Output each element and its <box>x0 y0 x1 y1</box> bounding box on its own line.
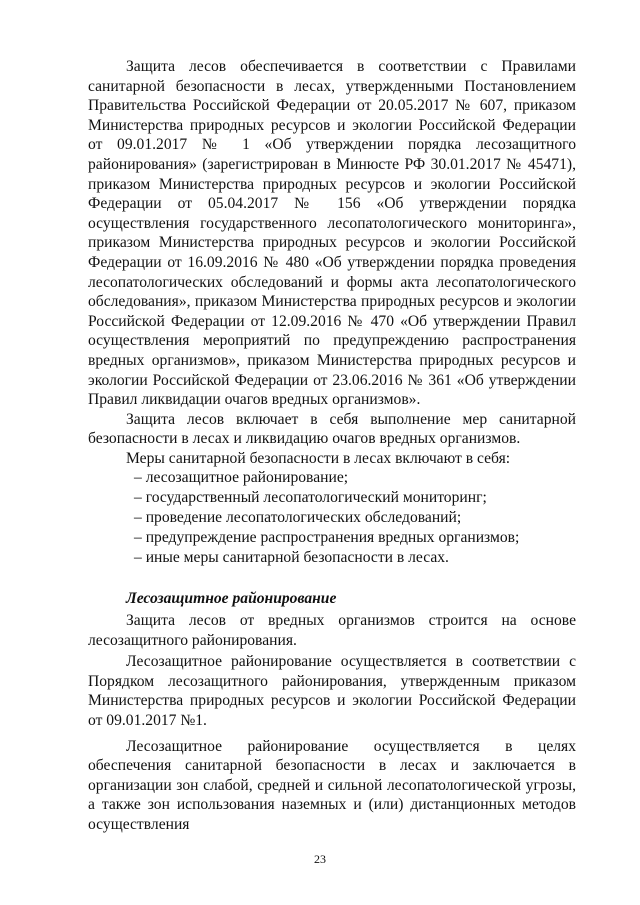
list-item: – предупреждение распространения вредных организмов; <box>134 528 520 546</box>
page-number: 23 <box>314 852 326 866</box>
paragraph-measures-intro: Меры санитарной безопасности в лесах включают в себя: <box>126 449 511 467</box>
paragraph-zoning-purpose: Лесозащитное районирование осуществляется в целях обеспечения санитарной безопасности в лесах и заключается в организации зон слабой, средней и сильной лесопатологической угрозы, а также зон использования наземных и (или) дистанционных методов осуществления <box>88 737 576 833</box>
section-heading: Лесозащитное районирование <box>126 590 337 608</box>
paragraph-zoning-basis: Защита лесов от вредных организмов строится на основе лесозащитного районирования. <box>88 612 576 649</box>
page-body <box>88 57 576 835</box>
paragraph-legal-basis: Защита лесов обеспечивается в соответствии с Правилами санитарной безопасности в лесах, утвержденными Постановлением Правительства Российской Федерации от 20.05.2017 № 607, приказом Министерства природных ресурсов и экологии Российской Федерации от 09.01.2017 № 1 «Об утверждении порядка лесозащитного районирования» (зарегистрирован в Минюсте РФ 30.01.2017 № 45471), приказом Министерства природных ресурсов и экологии Российской Федерации от 05.04.2017 № 156 «Об утверждении порядка осуществления государственного лесопатологического мониторинга», приказом Министерства природных ресурсов и экологии Российской Федерации от 16.09.2016 № 480 «Об утверждении порядка проведения лесопатологических обследований и формы акта лесопатологического обследования», приказом Министерства природных ресурсов и экологии Российской Федерации от 12.09.2016 № 470 «Об утверждении Правил осуществления мероприятий по предупреждению распространения вредных организмов», приказом Министерства природных ресурсов и экологии Российской Федерации от 23.06.2016 № 361 «Об утверждении Правил ликвидации очагов вредных организмов». <box>88 58 576 409</box>
measures-list <box>88 468 576 567</box>
list-item: – государственный лесопатологический мониторинг; <box>134 489 487 507</box>
list-item: – проведение лесопатологических обследований; <box>134 509 462 527</box>
paragraph-protection-scope: Защита лесов включает в себя выполнение мер санитарной безопасности в лесах и ликвидацию очагов вредных организмов. <box>88 410 576 448</box>
paragraph-zoning-order: Лесозащитное районирование осуществляется в соответствии с Порядком лесозащитного районирования, утвержденным приказом Министерства природных ресурсов и экологии Российской Федерации от 09.01.2017 №1. <box>88 653 576 730</box>
list-item: – иные меры санитарной безопасности в лесах. <box>134 548 449 566</box>
list-item: – лесозащитное районирование; <box>134 469 349 487</box>
